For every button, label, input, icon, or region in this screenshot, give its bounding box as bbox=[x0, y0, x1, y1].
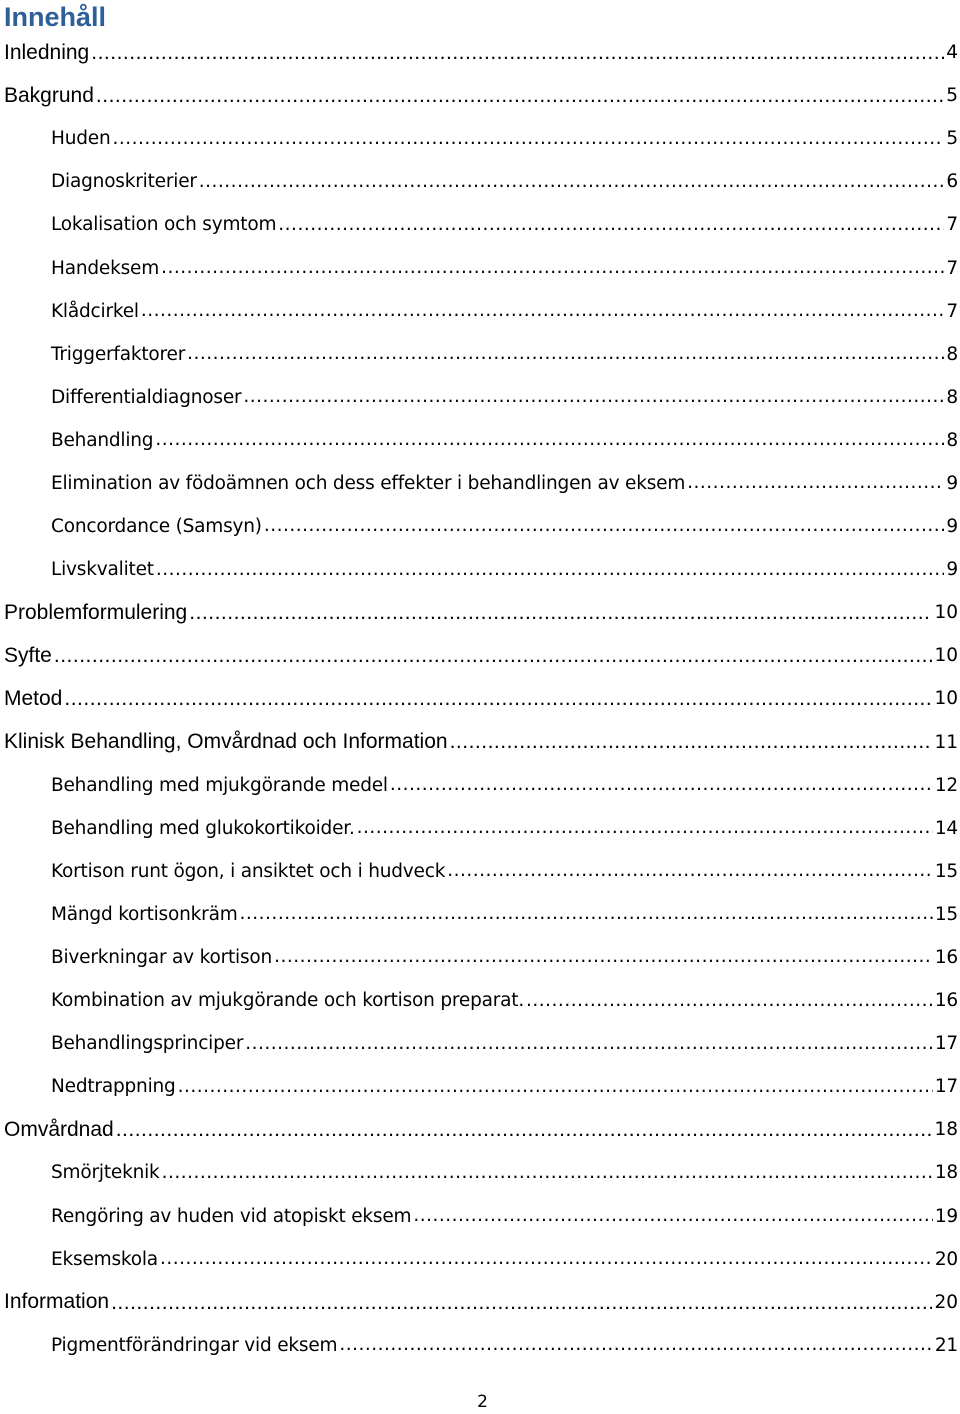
toc-entry[interactable] bbox=[0, 117, 960, 160]
toc-entry-title: Mängd kortisonkräm bbox=[51, 903, 238, 925]
toc-entry[interactable] bbox=[0, 1108, 960, 1151]
toc-entry-page: 17 bbox=[934, 1033, 958, 1055]
toc-entry-page: 16 bbox=[934, 947, 958, 969]
toc-entry-page: 21 bbox=[934, 1334, 958, 1356]
toc-entry[interactable] bbox=[0, 936, 960, 979]
toc-dot-leader bbox=[526, 990, 933, 1012]
toc-dot-leader bbox=[178, 1076, 933, 1098]
toc-dot-leader bbox=[243, 386, 944, 408]
toc-entry-title: Huden bbox=[51, 128, 111, 150]
toc-dot-leader bbox=[54, 643, 933, 668]
toc-entry-page: 7 bbox=[946, 214, 958, 236]
toc-entry-page: 6 bbox=[946, 171, 958, 193]
toc-entry-page: 10 bbox=[934, 688, 958, 710]
toc-entry[interactable] bbox=[0, 850, 960, 893]
toc-entry[interactable] bbox=[0, 1022, 960, 1065]
page-number: 2 bbox=[477, 1392, 488, 1412]
toc-entry[interactable] bbox=[0, 203, 960, 246]
toc-entry[interactable] bbox=[0, 548, 960, 591]
toc-entry-title: Kortison runt ögon, i ansiktet och i hudveck bbox=[51, 860, 446, 882]
toc-entry-page: 20 bbox=[934, 1248, 958, 1270]
toc-entry-page: 7 bbox=[946, 257, 958, 279]
toc-entry-page: 14 bbox=[934, 817, 958, 839]
toc-entry-title: Klinisk Behandling, Omvårdnad och Information bbox=[4, 730, 448, 754]
toc-entry-title: Diagnoskriterier bbox=[51, 171, 197, 193]
toc-entry-page: 8 bbox=[946, 386, 958, 408]
toc-entry-title: Handeksem bbox=[51, 257, 160, 279]
toc-dot-leader bbox=[199, 171, 945, 193]
toc-entry-page: 11 bbox=[934, 731, 958, 753]
toc-title: Innehåll bbox=[4, 2, 107, 32]
toc-entry-page: 5 bbox=[946, 128, 958, 150]
toc-entry[interactable] bbox=[0, 246, 960, 289]
toc-entry-title: Behandlingsprinciper bbox=[51, 1033, 244, 1055]
toc-entry-page: 15 bbox=[934, 903, 958, 925]
toc-entry[interactable] bbox=[0, 160, 960, 203]
toc-entry-title: Livskvalitet bbox=[51, 559, 154, 581]
toc-dot-leader bbox=[447, 860, 933, 882]
toc-entry-page: 9 bbox=[946, 559, 958, 581]
toc-dot-leader bbox=[264, 515, 945, 537]
toc-entry-title: Behandling med glukokortikoider. bbox=[51, 817, 355, 839]
toc-dot-leader bbox=[113, 128, 945, 150]
toc-entry-page: 5 bbox=[946, 85, 958, 107]
toc-entry-title: Biverkningar av kortison bbox=[51, 947, 273, 969]
toc-entry[interactable] bbox=[0, 462, 960, 505]
toc-entry-page: 9 bbox=[946, 472, 958, 494]
toc-entry[interactable] bbox=[0, 1281, 960, 1324]
toc-entry-title: Inledning bbox=[4, 40, 90, 64]
toc-entry-title: Kombination av mjukgörande och kortison preparat. bbox=[51, 990, 525, 1012]
toc-dot-leader bbox=[64, 686, 932, 711]
toc-dot-leader bbox=[187, 343, 944, 365]
toc-entry[interactable] bbox=[0, 1195, 960, 1238]
toc-entry[interactable] bbox=[0, 31, 960, 74]
toc-dot-leader bbox=[162, 1162, 933, 1184]
toc-entry-title: Smörjteknik bbox=[51, 1162, 160, 1184]
toc-entry[interactable] bbox=[0, 764, 960, 807]
toc-dot-leader bbox=[96, 83, 944, 108]
toc-entry-page: 19 bbox=[934, 1205, 958, 1227]
table-of-contents bbox=[0, 31, 960, 1367]
toc-entry-page: 10 bbox=[934, 645, 958, 667]
toc-entry-page: 16 bbox=[934, 990, 958, 1012]
toc-dot-leader bbox=[339, 1334, 933, 1356]
toc-entry-title: Elimination av födoämnen och dess effekter i behandlingen av eksem bbox=[51, 472, 686, 494]
toc-entry-title: Concordance (Samsyn) bbox=[51, 516, 262, 538]
toc-entry[interactable] bbox=[0, 807, 960, 850]
toc-dot-leader bbox=[245, 1033, 933, 1055]
toc-entry[interactable] bbox=[0, 979, 960, 1022]
toc-entry[interactable] bbox=[0, 376, 960, 419]
toc-entry[interactable] bbox=[0, 634, 960, 677]
toc-entry-title: Pigmentförändringar vid eksem bbox=[51, 1334, 338, 1356]
toc-entry[interactable] bbox=[0, 290, 960, 333]
toc-entry[interactable] bbox=[0, 721, 960, 764]
toc-entry[interactable] bbox=[0, 1065, 960, 1108]
toc-entry-page: 10 bbox=[934, 602, 958, 624]
toc-entry-title: Lokalisation och symtom bbox=[51, 214, 277, 236]
toc-dot-leader bbox=[189, 600, 932, 625]
toc-entry-page: 12 bbox=[934, 774, 958, 796]
toc-dot-leader bbox=[390, 774, 933, 796]
toc-entry-page: 7 bbox=[946, 300, 958, 322]
toc-entry-page: 4 bbox=[946, 42, 958, 64]
toc-entry[interactable] bbox=[0, 893, 960, 936]
toc-entry[interactable] bbox=[0, 1238, 960, 1281]
toc-entry-page: 20 bbox=[934, 1291, 958, 1313]
toc-entry-title: Rengöring av huden vid atopiskt eksem bbox=[51, 1205, 412, 1227]
toc-entry-page: 15 bbox=[934, 860, 958, 882]
toc-entry-page: 8 bbox=[946, 429, 958, 451]
toc-entry-title: Behandling med mjukgörande medel bbox=[51, 774, 388, 796]
toc-entry-title: Behandling bbox=[51, 429, 154, 451]
toc-dot-leader bbox=[91, 40, 944, 65]
toc-entry[interactable] bbox=[0, 74, 960, 117]
toc-entry-title: Problemformulering bbox=[4, 600, 188, 624]
toc-entry-title: Eksemskola bbox=[51, 1248, 158, 1270]
toc-entry-page: 17 bbox=[934, 1076, 958, 1098]
toc-entry-page: 18 bbox=[934, 1119, 958, 1141]
toc-entry-title: Triggerfaktorer bbox=[51, 343, 186, 365]
toc-dot-leader bbox=[413, 1205, 932, 1227]
toc-entry[interactable] bbox=[0, 677, 960, 720]
toc-dot-leader bbox=[357, 817, 933, 839]
toc-entry-page: 8 bbox=[946, 343, 958, 365]
toc-entry-title: Syfte bbox=[4, 643, 52, 667]
toc-entry-page: 18 bbox=[934, 1162, 958, 1184]
toc-dot-leader bbox=[240, 903, 933, 925]
toc-dot-leader bbox=[155, 429, 944, 451]
toc-dot-leader bbox=[278, 214, 944, 236]
toc-entry-page: 9 bbox=[946, 516, 958, 538]
toc-entry[interactable] bbox=[0, 591, 960, 634]
toc-dot-leader bbox=[116, 1117, 933, 1142]
toc-entry[interactable] bbox=[0, 1151, 960, 1194]
toc-dot-leader bbox=[161, 257, 944, 279]
toc-entry-title: Information bbox=[4, 1290, 110, 1314]
toc-dot-leader bbox=[160, 1248, 933, 1270]
toc-entry[interactable] bbox=[0, 333, 960, 376]
toc-dot-leader bbox=[274, 946, 933, 968]
toc-entry-title: Metod bbox=[4, 686, 63, 710]
toc-dot-leader bbox=[141, 300, 945, 322]
toc-dot-leader bbox=[450, 729, 933, 754]
toc-entry-title: Differentialdiagnoser bbox=[51, 386, 242, 408]
toc-entry-title: Bakgrund bbox=[4, 83, 94, 107]
toc-entry[interactable] bbox=[0, 1324, 960, 1367]
toc-entry[interactable] bbox=[0, 505, 960, 548]
toc-dot-leader bbox=[156, 559, 945, 581]
toc-dot-leader bbox=[687, 472, 944, 494]
toc-entry-title: Klådcirkel bbox=[51, 300, 139, 322]
toc-dot-leader bbox=[111, 1290, 932, 1315]
toc-entry-title: Nedtrappning bbox=[51, 1076, 176, 1098]
toc-entry[interactable] bbox=[0, 419, 960, 462]
toc-entry-title: Omvårdnad bbox=[4, 1117, 114, 1141]
